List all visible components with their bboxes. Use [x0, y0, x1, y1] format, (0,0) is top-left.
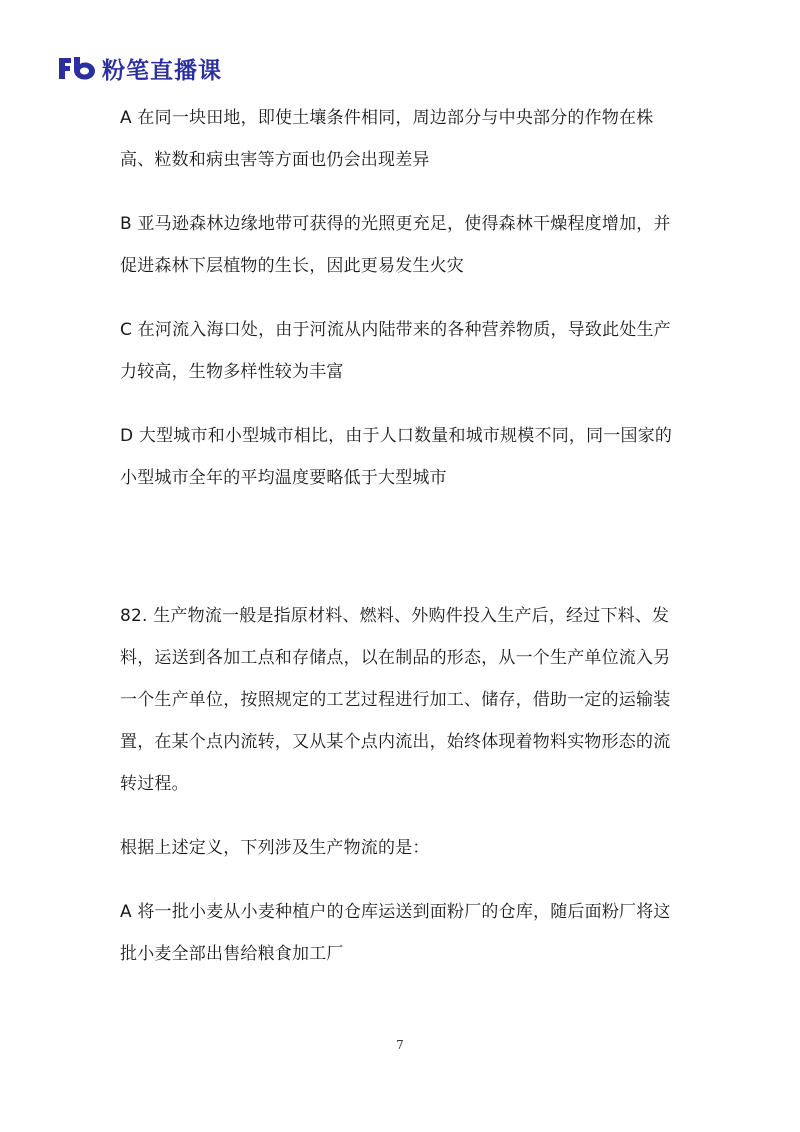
- option-c-previous-question: C 在河流入海口处，由于河流从内陆带来的各种营养物质，导致此处生产力较高，生物多样性较为丰富: [120, 320, 671, 382]
- option-b-previous-question: B 亚马逊森林边缘地带可获得的光照更充足，使得森林干燥程度增加，并促进森林下层植物的生长，因此更易发生火灾: [120, 214, 671, 276]
- document-body: [120, 97, 685, 975]
- brand-name: 粉笔直播课: [102, 57, 222, 84]
- question-82-stem: 82. 生产物流一般是指原材料、燃料、外购件投入生产后，经过下料、发料，运送到各加工点和存储点，以在制品的形态，从一个生产单位流入另一个生产单位，按照规定的工艺过程进行加工、储存，借助一定的运输装置，在某个点内流转，又从某个点内流出，始终体现着物料实物形态的流转过程。: [120, 606, 671, 794]
- question-82-option-a: A 将一批小麦从小麦种植户的仓库运送到面粉厂的仓库，随后面粉厂将这批小麦全部出售给粮食加工厂: [120, 902, 671, 964]
- question-82-prompt: 根据上述定义，下列涉及生产物流的是：: [120, 838, 430, 858]
- header: [56, 52, 222, 84]
- option-d-previous-question: D 大型城市和小型城市相比，由于人口数量和城市规模不同，同一国家的小型城市全年的平均温度要略低于大型城市: [120, 426, 673, 488]
- fenbi-logo-icon: [56, 54, 98, 82]
- page-number: 7: [396, 1038, 404, 1052]
- option-a-previous-question: A 在同一块田地，即使土壤条件相同，周边部分与中央部分的作物在株高、粒数和病虫害等方面也仍会出现差异: [120, 108, 654, 170]
